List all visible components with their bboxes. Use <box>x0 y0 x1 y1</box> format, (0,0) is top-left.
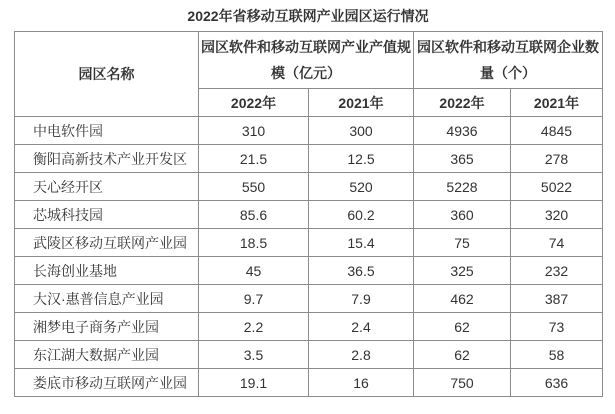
table-row <box>15 173 603 201</box>
value-cell: 62 <box>414 341 511 369</box>
value-cell: 9.7 <box>199 285 309 313</box>
data-table <box>14 31 603 397</box>
header-group-output-value: 园区软件和移动互联网产业产值规模（亿元） <box>199 32 414 89</box>
value-cell: 19.1 <box>199 369 309 397</box>
value-cell: 365 <box>414 145 511 173</box>
value-cell: 73 <box>511 313 603 341</box>
header-output-2022: 2022年 <box>199 89 309 117</box>
value-cell: 462 <box>414 285 511 313</box>
value-cell: 310 <box>199 117 309 145</box>
value-cell: 3.5 <box>199 341 309 369</box>
value-cell: 16 <box>309 369 414 397</box>
header-group-enterprise-count: 园区软件和移动互联网企业数量（个） <box>414 32 603 89</box>
value-cell: 75 <box>414 229 511 257</box>
park-name-cell: 东江湖大数据产业园 <box>15 341 199 369</box>
park-name-cell: 武陵区移动互联网产业园 <box>15 229 199 257</box>
value-cell: 550 <box>199 173 309 201</box>
value-cell: 387 <box>511 285 603 313</box>
park-name-cell: 中电软件园 <box>15 117 199 145</box>
table-row <box>15 341 603 369</box>
table-row <box>15 201 603 229</box>
table-row <box>15 285 603 313</box>
table-row <box>15 229 603 257</box>
value-cell: 5228 <box>414 173 511 201</box>
table-row <box>15 117 603 145</box>
value-cell: 58 <box>511 341 603 369</box>
value-cell: 2.2 <box>199 313 309 341</box>
value-cell: 636 <box>511 369 603 397</box>
table-row <box>15 257 603 285</box>
table-header <box>15 32 603 117</box>
header-count-2022: 2022年 <box>414 89 511 117</box>
park-name-cell: 芯城科技园 <box>15 201 199 229</box>
value-cell: 2.4 <box>309 313 414 341</box>
value-cell: 60.2 <box>309 201 414 229</box>
table-body <box>15 117 603 397</box>
value-cell: 232 <box>511 257 603 285</box>
table-title: 2022年省移动互联网产业园区运行情况 <box>187 8 429 24</box>
header-count-2021: 2021年 <box>511 89 603 117</box>
value-cell: 12.5 <box>309 145 414 173</box>
park-name-cell: 长海创业基地 <box>15 257 199 285</box>
value-cell: 360 <box>414 201 511 229</box>
value-cell: 21.5 <box>199 145 309 173</box>
value-cell: 4936 <box>414 117 511 145</box>
value-cell: 278 <box>511 145 603 173</box>
value-cell: 750 <box>414 369 511 397</box>
value-cell: 18.5 <box>199 229 309 257</box>
park-name-cell: 大汉·惠普信息产业园 <box>15 285 199 313</box>
header-group-row <box>15 32 603 89</box>
value-cell: 15.4 <box>309 229 414 257</box>
value-cell: 45 <box>199 257 309 285</box>
park-name-cell: 娄底市移动互联网产业园 <box>15 369 199 397</box>
table-row <box>15 145 603 173</box>
value-cell: 62 <box>414 313 511 341</box>
park-name-cell: 湘梦电子商务产业园 <box>15 313 199 341</box>
value-cell: 7.9 <box>309 285 414 313</box>
value-cell: 74 <box>511 229 603 257</box>
value-cell: 4845 <box>511 117 603 145</box>
value-cell: 520 <box>309 173 414 201</box>
park-name-cell: 天心经开区 <box>15 173 199 201</box>
value-cell: 320 <box>511 201 603 229</box>
table-row <box>15 313 603 341</box>
value-cell: 300 <box>309 117 414 145</box>
value-cell: 5022 <box>511 173 603 201</box>
value-cell: 325 <box>414 257 511 285</box>
value-cell: 2.8 <box>309 341 414 369</box>
header-park-name: 园区名称 <box>15 32 199 117</box>
header-output-2021: 2021年 <box>309 89 414 117</box>
table-row <box>15 369 603 397</box>
value-cell: 36.5 <box>309 257 414 285</box>
park-name-cell: 衡阳高新技术产业开发区 <box>15 145 199 173</box>
value-cell: 85.6 <box>199 201 309 229</box>
